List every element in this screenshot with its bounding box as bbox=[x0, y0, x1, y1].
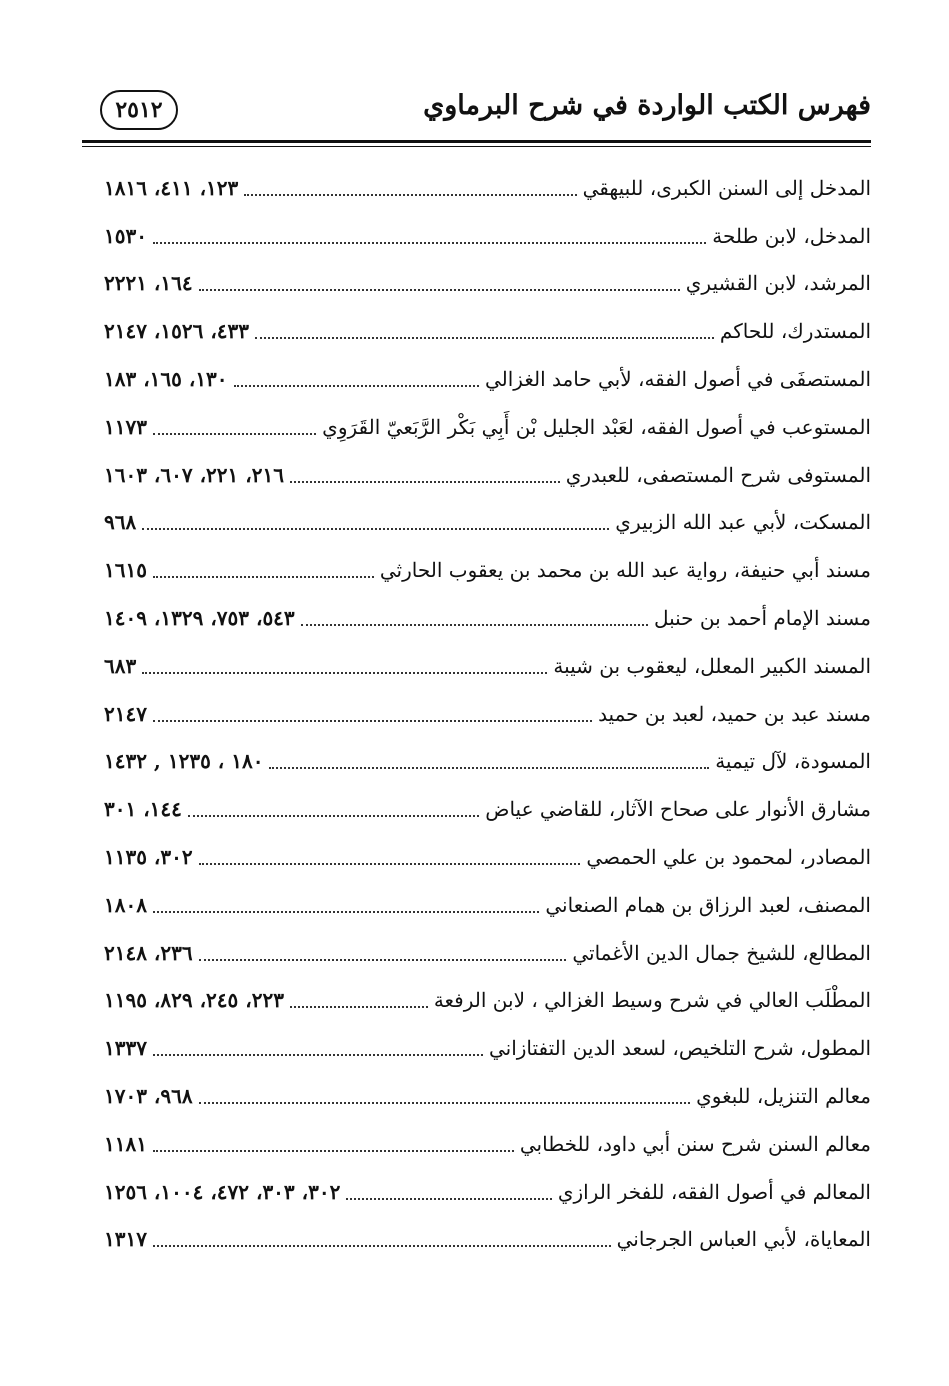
index-entry bbox=[104, 355, 871, 403]
entry-page-numbers: ٢١٤٧ bbox=[104, 701, 147, 726]
page-header bbox=[82, 86, 871, 136]
entry-title: مسند الإمام أحمد بن حنبل bbox=[653, 606, 871, 631]
dot-leader bbox=[153, 1225, 611, 1247]
entry-page-numbers: ١٨٠٨ bbox=[104, 892, 147, 917]
dot-leader bbox=[199, 843, 581, 865]
entry-page-numbers: ١٥٣٠ bbox=[104, 223, 147, 248]
entry-title: المستوفى شرح المستصفى، للعبدري bbox=[565, 462, 871, 487]
entry-title: المرشد، لابن القشيري bbox=[685, 271, 871, 296]
header-rule-thin bbox=[82, 146, 871, 147]
entry-title: مسند أبي حنيفة، رواية عبد الله بن محمد بن يعقوب الحارثي bbox=[379, 558, 871, 583]
dot-leader bbox=[153, 413, 316, 435]
entry-page-numbers: ٥٤٣، ٧٥٣، ١٣٢٩، ١٤٠٩ bbox=[104, 606, 295, 631]
entry-title: معالم التنزيل، للبغوي bbox=[696, 1084, 871, 1109]
index-entry bbox=[104, 1216, 871, 1264]
entry-title: معالم السنن شرح سنن أبي داود، للخطابي bbox=[519, 1131, 871, 1156]
entry-title: المدخل إلى السنن الكبرى، للبيهقي bbox=[582, 175, 871, 200]
entry-page-numbers: ٤٣٣، ١٥٢٦، ٢١٤٧ bbox=[104, 319, 250, 344]
dot-leader bbox=[153, 1130, 514, 1152]
entry-title: مسند عبد بن حميد، لعبد بن حميد bbox=[598, 701, 871, 726]
dot-leader bbox=[269, 747, 709, 769]
entry-title: المسودة، لآل تيمية bbox=[715, 749, 871, 774]
entry-page-numbers: ١١٧٣ bbox=[104, 414, 147, 439]
entry-page-numbers: ١٣٠، ١٦٥، ١٨٣ bbox=[104, 367, 228, 392]
index-entry bbox=[104, 260, 871, 308]
dot-leader bbox=[234, 365, 479, 387]
index-entry bbox=[104, 833, 871, 881]
dot-leader bbox=[301, 604, 648, 626]
entry-title: المستصفَى في أصول الفقه، لأبي حامد الغزالي bbox=[484, 367, 871, 392]
dot-leader bbox=[153, 700, 592, 722]
entry-title: المستدرك، للحاكم bbox=[719, 319, 871, 344]
entry-page-numbers: ٦٨٣ bbox=[104, 653, 137, 678]
entry-page-numbers: ٩٦٨، ١٧٠٣ bbox=[104, 1084, 193, 1109]
entry-title: المطالع، للشيخ جمال الدين الأغماتي bbox=[572, 940, 871, 965]
entry-page-numbers: ٣٠٢، ١١٣٥ bbox=[104, 845, 193, 870]
dot-leader bbox=[153, 1034, 483, 1056]
entry-title: المسند الكبير المعلل، ليعقوب بن شيبة bbox=[553, 653, 871, 678]
dot-leader bbox=[142, 508, 609, 530]
header-rule bbox=[82, 140, 871, 143]
dot-leader bbox=[199, 1082, 690, 1104]
index-entry bbox=[104, 881, 871, 929]
entry-title: المصنف، لعبد الرزاق بن همام الصنعاني bbox=[545, 892, 871, 917]
entry-page-numbers: ١٣١٧ bbox=[104, 1227, 147, 1252]
index-entry bbox=[104, 307, 871, 355]
index-entry bbox=[104, 929, 871, 977]
index-entry bbox=[104, 451, 871, 499]
entry-page-numbers: ٩٦٨ bbox=[104, 510, 137, 535]
entry-title: المطول، شرح التلخيص، لسعد الدين التفتازاني bbox=[488, 1036, 871, 1061]
entry-page-numbers: ١٦٤، ٢٢٢١ bbox=[104, 271, 193, 296]
dot-leader bbox=[244, 174, 576, 196]
entry-title: المطْلَب العالي في شرح وسيط الغزالي ، لابن الرفعة bbox=[433, 988, 871, 1013]
index-entry bbox=[104, 499, 871, 547]
index-entry bbox=[104, 403, 871, 451]
index-entry bbox=[104, 977, 871, 1025]
entry-page-numbers: ١٣٣٧ bbox=[104, 1036, 147, 1061]
entry-page-numbers: ١٤٤، ٣٠١ bbox=[104, 797, 182, 822]
index-entry bbox=[104, 642, 871, 690]
dot-leader bbox=[346, 1178, 551, 1200]
index-entry bbox=[104, 1168, 871, 1216]
entry-title: المصادر، لمحمود بن علي الحمصي bbox=[586, 845, 871, 870]
index-entry bbox=[104, 738, 871, 786]
entry-page-numbers: ٢٣٦، ٢١٤٨ bbox=[104, 940, 193, 965]
entry-page-numbers: ١٨٠ ، ١٢٣٥ , ١٤٣٢ bbox=[104, 749, 264, 774]
dot-leader bbox=[153, 556, 374, 578]
index-list bbox=[104, 164, 871, 1263]
entry-title: المدخل، لابن طلحة bbox=[712, 223, 871, 248]
entry-page-numbers: ٣٠٢، ٣٠٣، ٤٧٢، ١٠٠٤، ١٢٥٦ bbox=[104, 1179, 341, 1204]
page-number-badge: ٢٥١٢ bbox=[100, 90, 178, 130]
index-entry bbox=[104, 594, 871, 642]
dot-leader bbox=[290, 461, 560, 483]
dot-leader bbox=[142, 652, 547, 674]
index-entry bbox=[104, 1120, 871, 1168]
index-entry bbox=[104, 690, 871, 738]
dot-leader bbox=[199, 269, 680, 291]
index-entry bbox=[104, 212, 871, 260]
dot-leader bbox=[255, 317, 714, 339]
entry-page-numbers: ١١٨١ bbox=[104, 1131, 147, 1156]
index-entry bbox=[104, 1072, 871, 1120]
entry-page-numbers: ٢١٦، ٢٢١، ٦٠٧، ١٦٠٣ bbox=[104, 462, 284, 487]
index-entry bbox=[104, 785, 871, 833]
index-entry bbox=[104, 546, 871, 594]
dot-leader bbox=[153, 891, 539, 913]
dot-leader bbox=[290, 986, 428, 1008]
entry-page-numbers: ٢٢٣، ٢٤٥، ٨٢٩، ١١٩٥ bbox=[104, 988, 284, 1013]
entry-title: المعالم في أصول الفقه، للفخر الرازي bbox=[557, 1179, 871, 1204]
dot-leader bbox=[153, 222, 706, 244]
dot-leader bbox=[188, 795, 479, 817]
dot-leader bbox=[199, 939, 567, 961]
entry-title: مشارق الأنوار على صحاح الآثار، للقاضي عياض bbox=[485, 797, 871, 822]
entry-title: المستوعب في أصول الفقه، لعَبْد الجليل بْن أَبِي بَكْر الرَّبَعيّ القَرَوِي bbox=[322, 414, 871, 439]
entry-title: المعاياة، لأبي العباس الجرجاني bbox=[616, 1227, 871, 1252]
entry-page-numbers: ١٦١٥ bbox=[104, 558, 147, 583]
entry-page-numbers: ١٢٣، ٤١١، ١٨١٦ bbox=[104, 175, 239, 200]
index-entry bbox=[104, 1024, 871, 1072]
running-title: فهرس الكتب الواردة في شرح البرماوي bbox=[423, 90, 871, 121]
index-entry bbox=[104, 164, 871, 212]
entry-title: المسكت، لأبي عبد الله الزبيري bbox=[615, 510, 871, 535]
